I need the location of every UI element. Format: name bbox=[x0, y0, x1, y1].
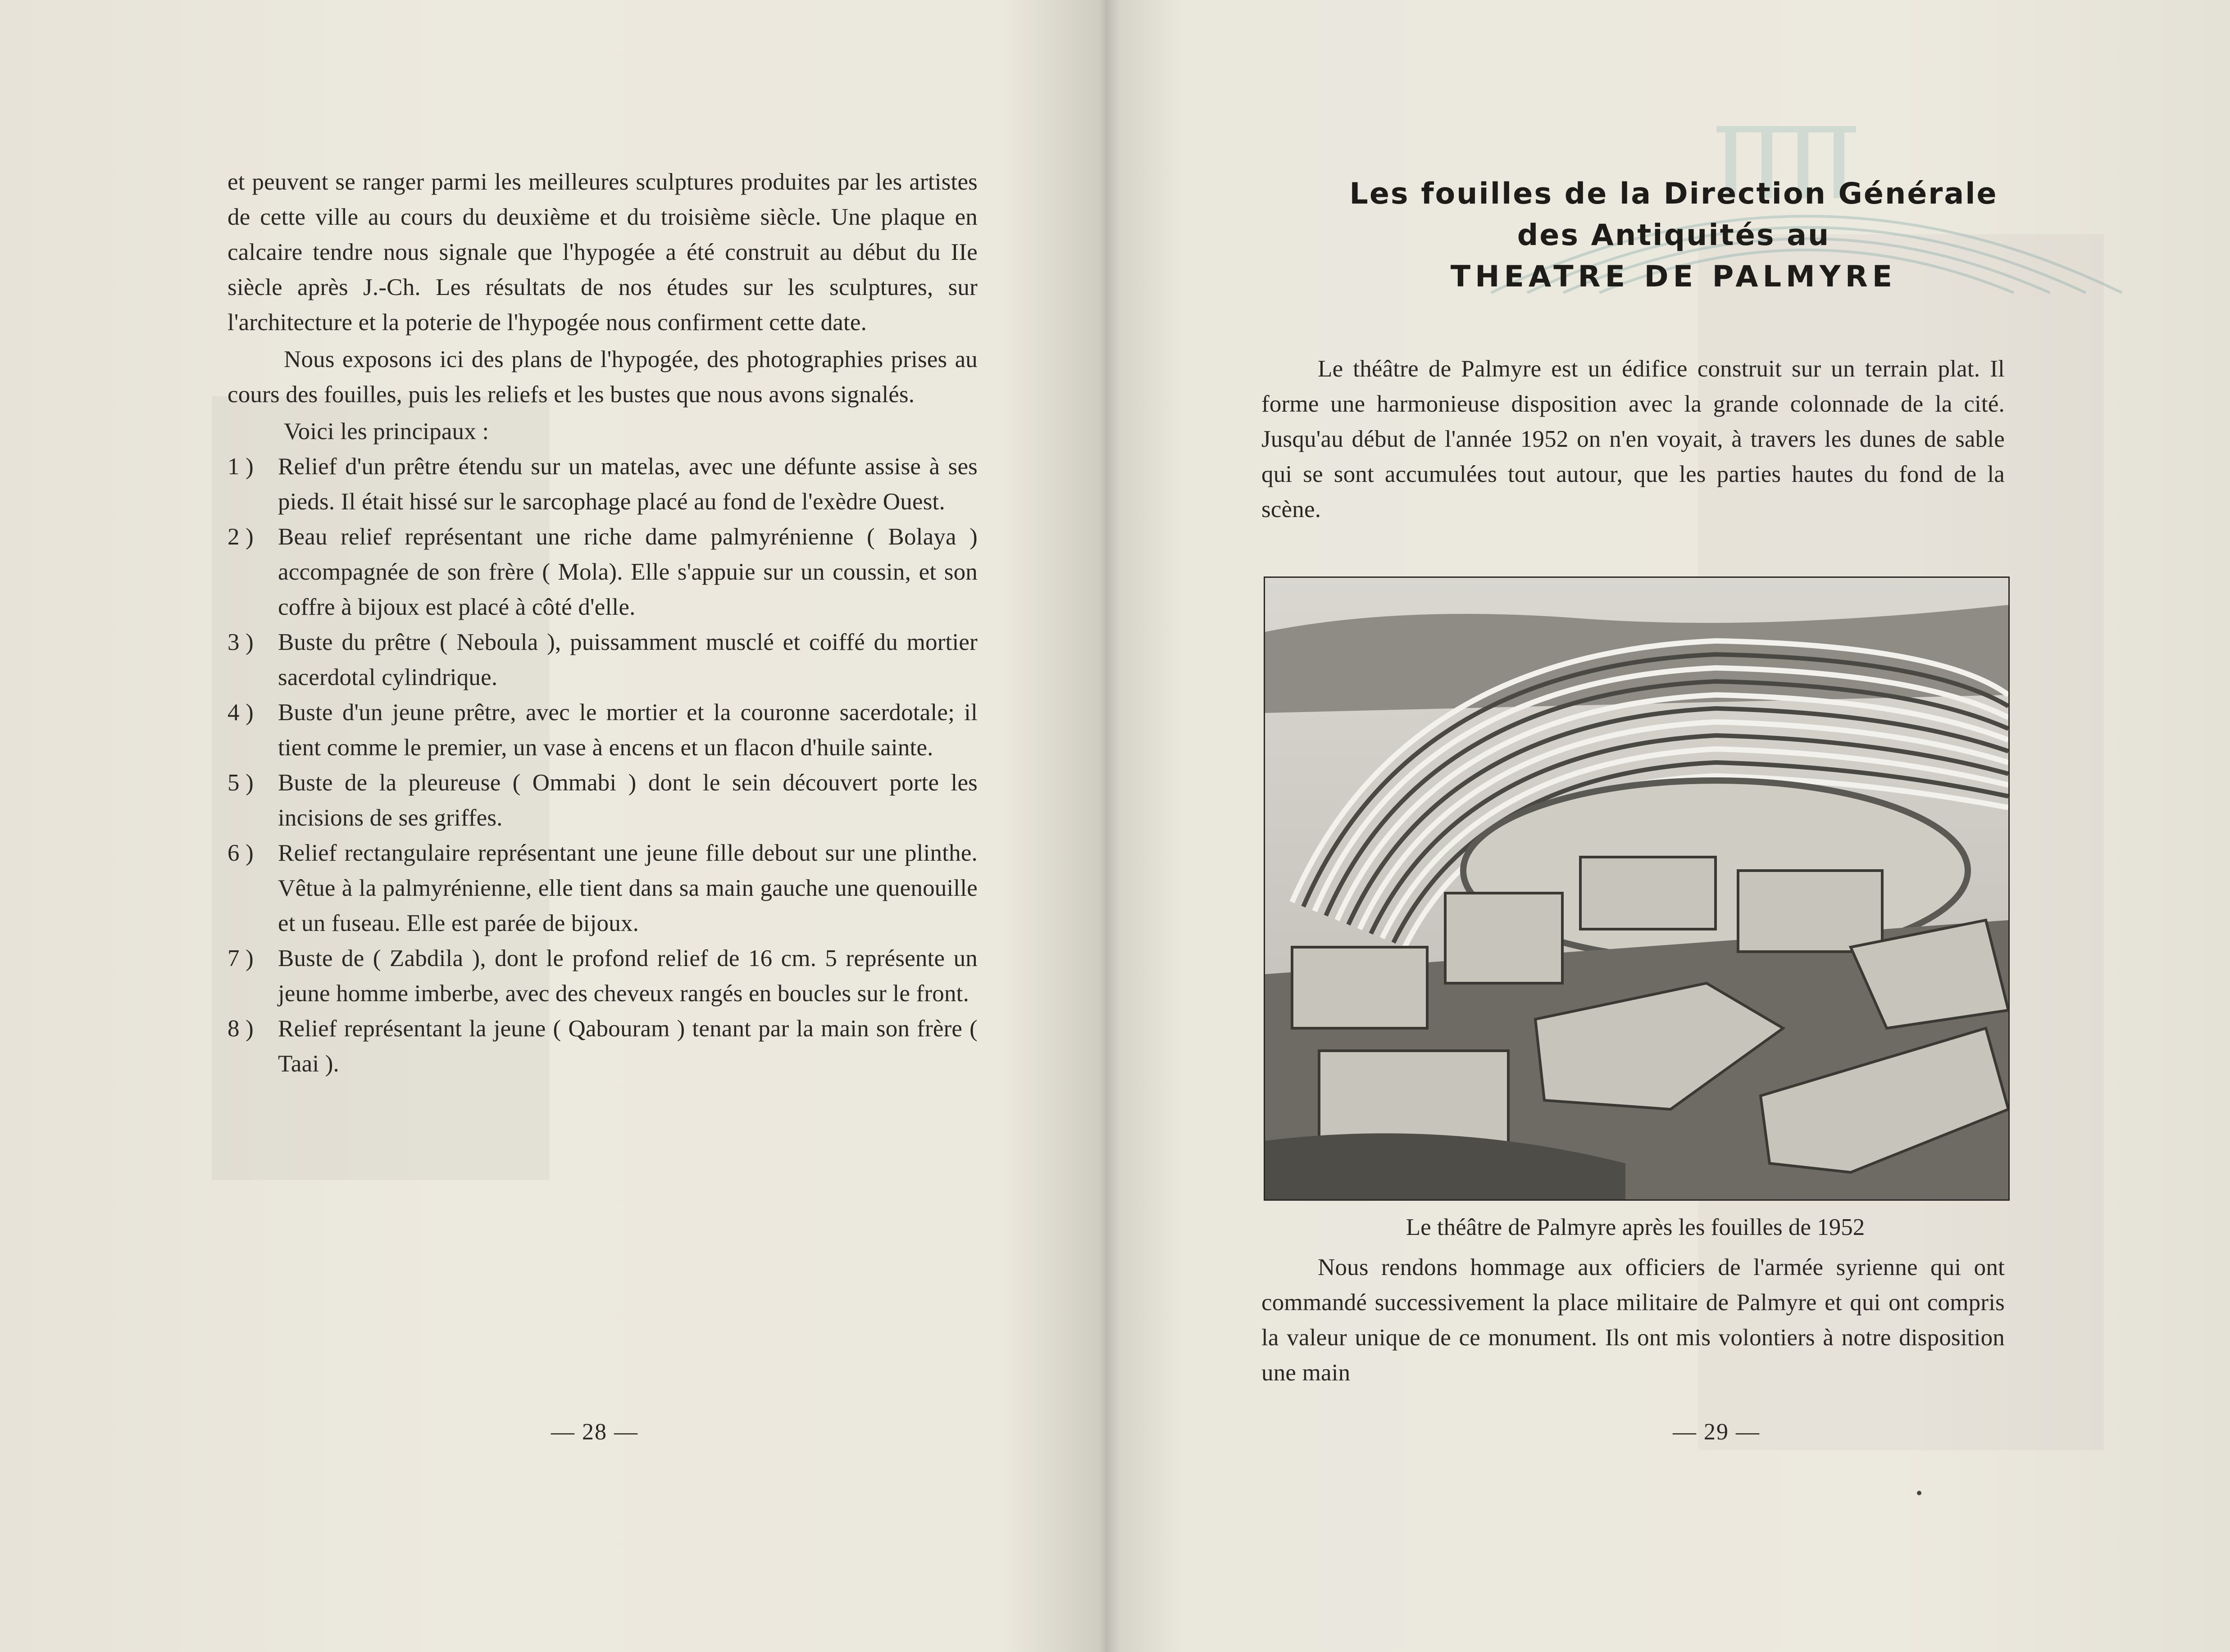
list-item bbox=[228, 625, 978, 695]
paragraph: Le théâtre de Palmyre est un édifice construit sur un terrain plat. Il forme une harmonieuse disposition avec la grande colonnade de la cité. Jusqu'au début de l'année 1952 on n'en voyait, à travers les dunes de sable qui se sont accumulées tout autour, que les parties hautes du fond de la scène. bbox=[1261, 356, 2005, 522]
list-item-number: 3 ) bbox=[228, 629, 254, 655]
list-item-number: 8 ) bbox=[228, 1016, 254, 1042]
intro-text bbox=[1261, 351, 2005, 527]
left-page-text bbox=[228, 164, 978, 1081]
list-item-number: 2 ) bbox=[228, 524, 254, 550]
list-intro: Voici les principaux : bbox=[284, 418, 489, 445]
right-page bbox=[1113, 0, 2230, 1652]
list-item-text: Relief d'un prêtre étendu sur un matelas, avec une défunte assise à ses pieds. Il était hissé sur le sarcophage placé au fond de l'exèdre Ouest. bbox=[278, 454, 978, 515]
left-page bbox=[0, 0, 1113, 1652]
title-line: THEATRE DE PALMYRE bbox=[1450, 260, 1897, 294]
list-item-text: Buste de ( Zabdila ), dont le profond relief de 16 cm. 5 représente un jeune homme imberbe, avec des cheveux rangés en boucles sur le front. bbox=[278, 945, 978, 1007]
title-line: Les fouilles de la Direction Générale bbox=[1349, 177, 1998, 211]
list-item-text: Buste du prêtre ( Neboula ), puissamment musclé et coiffé du mortier sacerdotal cylindrique. bbox=[278, 629, 978, 690]
ink-speck bbox=[1917, 1491, 1921, 1495]
title-line: des Antiquités au bbox=[1517, 218, 1830, 252]
list-item bbox=[228, 835, 978, 941]
list-item-text: Relief représentant la jeune ( Qabouram ) tenant par la main son frère ( Taai ). bbox=[278, 1016, 978, 1077]
page-number: — 28 — bbox=[551, 1419, 638, 1445]
list-item bbox=[228, 941, 978, 1011]
paragraph: Nous rendons hommage aux officiers de l'armée syrienne qui ont commandé successivement la place militaire de Palmyre et qui ont compris la valeur unique de ce monument. Ils ont mis volontiers à notre disposition une main bbox=[1261, 1254, 2005, 1386]
outro-text bbox=[1261, 1250, 2005, 1390]
list-item bbox=[228, 695, 978, 765]
list-item-text: Beau relief représentant une riche dame palmyrénienne ( Bolaya ) accompagnée de son frère ( Mola). Elle s'appuie sur un coussin, et son coffre à bijoux est placé à côté d'elle. bbox=[278, 524, 978, 620]
list-item-text: Relief rectangulaire représentant une jeune fille debout sur une plinthe. Vêtue à la palmyrénienne, elle tient dans sa main gauche une quenouille et un fuseau. Elle est parée de bijoux. bbox=[278, 840, 978, 936]
list-item bbox=[228, 1011, 978, 1081]
list-item-number: 1 ) bbox=[228, 454, 254, 480]
photo-caption: Le théâtre de Palmyre après les fouilles de 1952 bbox=[1406, 1214, 1865, 1240]
paragraph: et peuvent se ranger parmi les meilleures sculptures produites par les artistes de cette ville au cours du deuxième et du troisième siècle. Une plaque en calcaire tendre nous signale que l'hypogée a été construit au début du IIe siècle après J.-Ch. Les résultats de nos études sur les sculptures, sur l'architecture et la poterie de l'hypogée nous confirment cette date. bbox=[228, 169, 978, 336]
list-item bbox=[228, 449, 978, 519]
paragraph: Nous exposons ici des plans de l'hypogée, des photographies prises au cours des fouilles, puis les reliefs et les bustes que nous avons signalés. bbox=[228, 346, 978, 408]
list-item-number: 4 ) bbox=[228, 699, 254, 726]
list-item-number: 7 ) bbox=[228, 945, 254, 971]
theatre-photograph bbox=[1264, 576, 2010, 1201]
list-item-text: Buste de la pleureuse ( Ommabi ) dont le sein découvert porte les incisions de ses griffes. bbox=[278, 770, 978, 831]
theatre-ruins-image bbox=[1265, 578, 2008, 1199]
list-item-text: Buste d'un jeune prêtre, avec le mortier et la couronne sacerdotale; il tient comme le premier, un vase à encens et un flacon d'huile sainte. bbox=[278, 699, 978, 761]
list-item-number: 6 ) bbox=[228, 840, 254, 866]
list-item-number: 5 ) bbox=[228, 770, 254, 796]
list-item bbox=[228, 519, 978, 625]
article-title bbox=[1266, 173, 2081, 298]
list-item bbox=[228, 765, 978, 835]
page-number: — 29 — bbox=[1673, 1419, 1760, 1445]
